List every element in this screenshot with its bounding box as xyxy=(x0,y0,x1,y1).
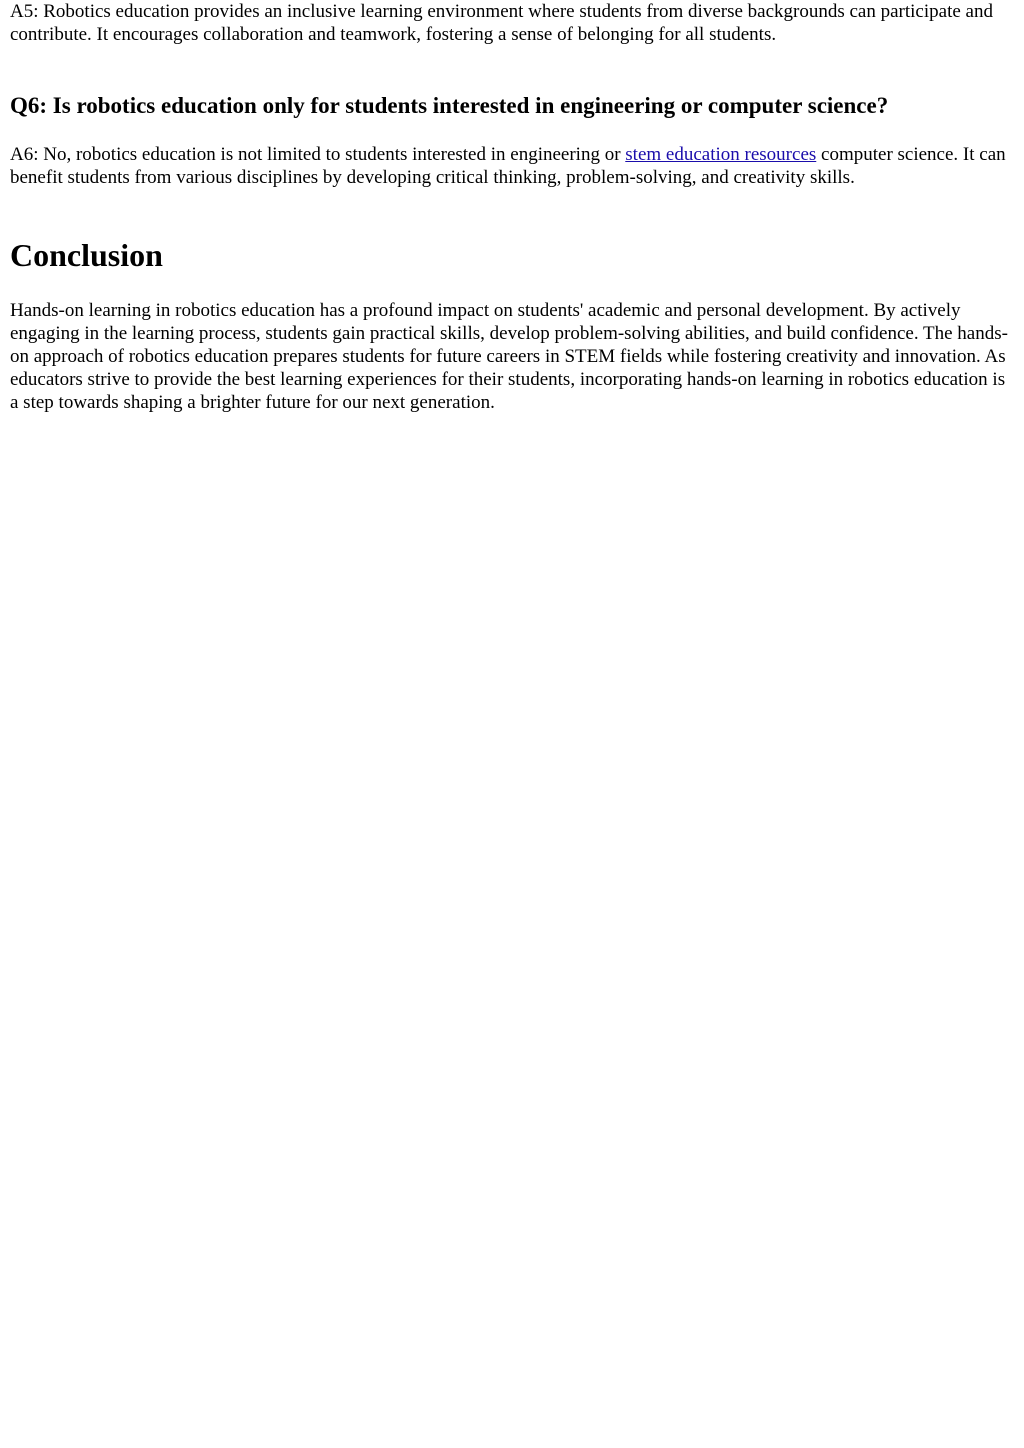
question-q6-heading: Q6: Is robotics education only for students interested in engineering or computer science? xyxy=(10,93,889,118)
answer-a6-text-before: A6: No, robotics education is not limited to students interested in engineering or xyxy=(10,144,626,165)
stem-education-resources-link[interactable]: stem education resources xyxy=(625,144,817,165)
conclusion-heading: Conclusion xyxy=(10,237,163,273)
answer-a6-text-after: computer science. It can benefit students from various disciplines by developing critical thinking, problem-solving, and creativity skills. xyxy=(10,144,1006,188)
conclusion-paragraph: Hands-on learning in robotics education has a profound impact on students' academic and personal development. By actively engaging in the learning process, students gain practical skills, develop problem-solving abilities, and build confidence. The hands-on approach of robotics education prepares students for future careers in STEM fields while fostering creativity and innovation. As educators strive to provide the best learning experiences for their students, incorporating hands-on learning in robotics education is a step towards shaping a brighter future for our next generation. xyxy=(10,300,1008,413)
answer-a6-paragraph xyxy=(10,143,1010,189)
answer-a5-paragraph: A5: Robotics education provides an inclusive learning environment where students from diverse backgrounds can participate and contribute. It encourages collaboration and teamwork, fostering a sense of belonging for all students. xyxy=(10,1,993,45)
